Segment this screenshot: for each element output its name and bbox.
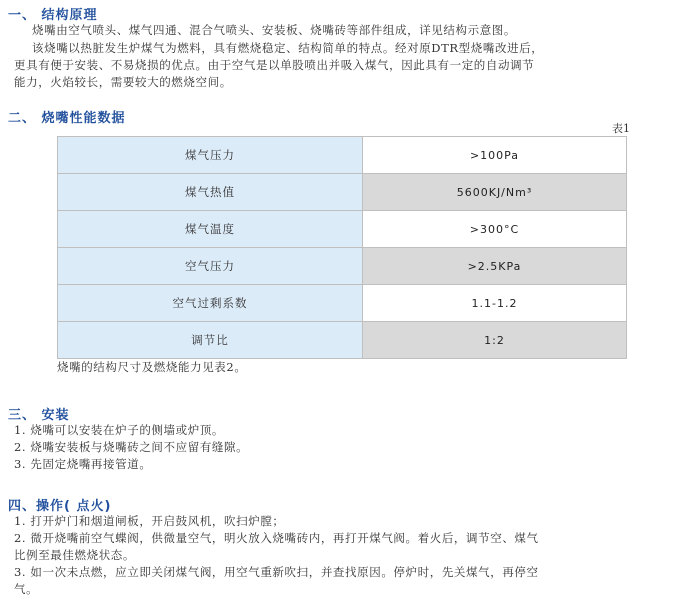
operation-list (14, 513, 539, 598)
structure-line-2: 该烧嘴以热脏发生炉煤气为燃料，具有燃烧稳定、结构简单的特点。经对原DTR型烧嘴改进后， (32, 41, 544, 55)
param-name: 空气压力 (58, 248, 363, 285)
param-value: >300°C (363, 211, 627, 248)
section-title-structure: 一、 结构原理 (8, 8, 98, 23)
list-item: 3. 如一次未点燃，应立即关闭煤气阀，用空气重新吹扫，并查找原因。停炉时，先关煤气，再停空 (14, 565, 539, 579)
table-row (58, 248, 627, 285)
param-name: 煤气压力 (58, 137, 363, 174)
section-title-installation: 三、 安装 (8, 408, 70, 423)
table-tag: 表1 (612, 122, 630, 135)
section-title-operation: 四、操作( 点火) (8, 499, 112, 514)
list-item: 2. 烧嘴安装板与烧嘴砖之间不应留有缝隙。 (14, 440, 249, 454)
param-name: 调节比 (58, 322, 363, 359)
table-row (58, 322, 627, 359)
list-item: 比例至最佳燃烧状态。 (14, 548, 135, 562)
section-title-performance: 二、 烧嘴性能数据 (8, 111, 126, 126)
param-name: 煤气温度 (58, 211, 363, 248)
param-name: 空气过剩系数 (58, 285, 363, 322)
param-value: >100Pa (363, 137, 627, 174)
param-name: 煤气热值 (58, 174, 363, 211)
structure-line-3: 更具有便于安装、不易烧损的优点。由于空气是以单股喷出并吸入煤气，因此具有一定的自动调节 (14, 58, 535, 72)
structure-line-4: 能力，火焰较长，需要较大的燃烧空间。 (14, 75, 232, 89)
param-value: 1.1-1.2 (363, 285, 627, 322)
list-item: 1. 打开炉门和烟道闸板，开启鼓风机，吹扫炉膛； (14, 514, 285, 528)
list-item: 1. 烧嘴可以安装在炉子的侧墙或炉顶。 (14, 423, 225, 437)
structure-line-1: 烧嘴由空气喷头、煤气四通、混合气喷头、安装板、烧嘴砖等部件组成，详见结构示意图。 (32, 23, 516, 37)
table-note: 烧嘴的结构尺寸及燃烧能力见表2。 (57, 360, 247, 374)
table-row (58, 174, 627, 211)
list-item: 气。 (14, 582, 39, 596)
installation-list (14, 422, 248, 473)
table-row (58, 211, 627, 248)
table-row (58, 137, 627, 174)
list-item: 3. 先固定烧嘴再接管道。 (14, 457, 152, 471)
table-row (58, 285, 627, 322)
param-value: >2.5KPa (363, 248, 627, 285)
list-item: 2. 微开烧嘴前空气蝶阀，供微量空气，明火放入烧嘴砖内，再打开煤气阀。着火后，调节空、煤气 (14, 531, 539, 545)
param-value: 1:2 (363, 322, 627, 359)
performance-table (57, 136, 627, 359)
param-value: 5600KJ/Nm³ (363, 174, 627, 211)
